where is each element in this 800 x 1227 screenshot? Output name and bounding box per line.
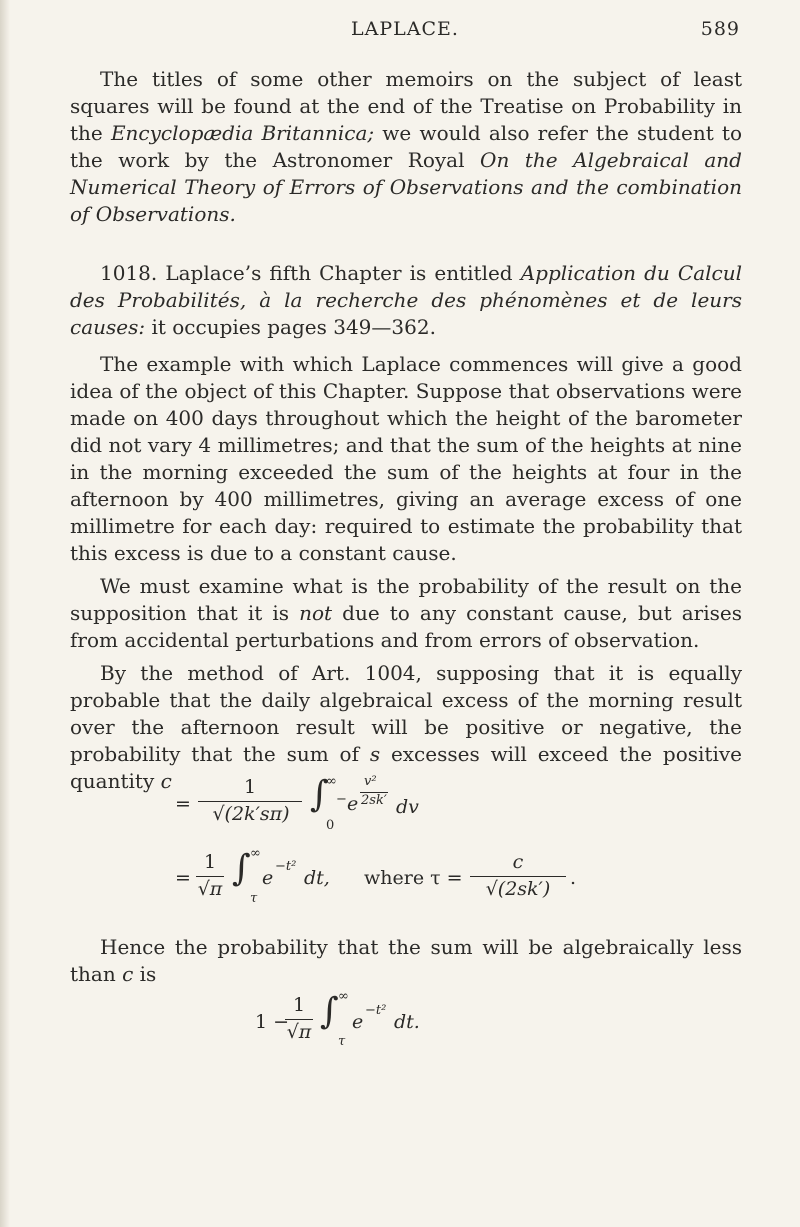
italic-word: not [299, 601, 333, 625]
text: we would also refer the student to the work by the Astronomer Royal [70, 121, 742, 172]
text: We must examine what is the probability of the result on the supposition that it is [70, 574, 742, 625]
integral-sign: ∫ [310, 774, 329, 815]
text: due to any constant cause, but arises from accidental perturbations and from errors of observation. [70, 601, 742, 652]
lower-limit: τ [250, 891, 258, 906]
differential: dt. [394, 1011, 420, 1033]
numerator-c: c [512, 851, 524, 873]
exponential: e [262, 867, 274, 889]
paragraph-1 [70, 66, 742, 228]
text: is [133, 962, 157, 986]
italic-title: Encyclopædia Britannica; [110, 121, 375, 145]
upper-limit: ∞ [250, 846, 261, 861]
denominator: √(2sk′) [485, 878, 551, 900]
eq-sign: = [175, 867, 191, 889]
paragraph-method [70, 660, 742, 795]
denominator: √(2k′sπ) [212, 803, 290, 825]
text: 1018. Laplace’s fifth Chapter is entitled [100, 261, 521, 285]
denominator: √π [286, 1021, 312, 1043]
denominator: √π [197, 878, 223, 900]
exponent-numerator: v² [364, 774, 377, 789]
text: Hence the probability that the sum will be algebraically less than [70, 935, 742, 986]
page-gutter [0, 0, 10, 1227]
italic-title: Application du Calcul des Probabilités, à la recherche des phénomènes et de leurs causes: [70, 261, 742, 339]
italic-var: c [160, 769, 172, 793]
numerator: 1 [292, 994, 306, 1016]
fraction-bar [198, 801, 302, 802]
italic-title: On the Algebraical and Numerical Theory of Errors of Observations and the combination of Observations. [70, 148, 742, 226]
exponential: e [347, 793, 359, 815]
lower-limit: τ [338, 1034, 346, 1049]
page-number: 589 [700, 18, 740, 40]
integral-sign: ∫ [320, 991, 339, 1032]
fraction-bar [470, 876, 566, 877]
period: . [570, 867, 577, 889]
integral-sign: ∫ [232, 848, 251, 889]
minus-sign: − [336, 792, 347, 807]
differential: dv [396, 796, 419, 818]
header-title: LAPLACE. [351, 18, 459, 40]
exponent: −t² [365, 1003, 387, 1018]
page-body [70, 66, 742, 795]
text: The titles of some other memoirs on the subject of least squares will be found at the end of the Treatise on Probability in the [70, 67, 742, 145]
upper-limit: ∞ [338, 989, 349, 1004]
numerator: 1 [203, 851, 217, 873]
one-minus: 1 − [255, 1011, 290, 1033]
paragraph-1018 [70, 260, 742, 341]
numerator: 1 [243, 776, 257, 798]
text: By the method of Art. 1004, supposing that it is equally probable that the daily algebraical excess of the morning result over the afternoon result will be positive or negative, the probability that the sum of [70, 661, 742, 766]
lower-limit: 0 [326, 818, 335, 833]
fraction-bar [196, 876, 224, 877]
text: excesses will exceed the positive quantity [70, 742, 743, 793]
where-clause: where τ = [364, 867, 463, 889]
paragraph-examine [70, 573, 742, 654]
exponential: e [352, 1011, 364, 1033]
eq-sign: = [175, 793, 191, 815]
italic-var: c [122, 962, 134, 986]
fraction-bar [285, 1019, 313, 1020]
differential: dt, [304, 867, 330, 889]
running-header [70, 18, 740, 48]
paragraph-hence [70, 934, 742, 988]
exponent: −t² [275, 859, 297, 874]
exponent-denominator: 2sk′ [361, 793, 387, 808]
paragraph-example: The example with which Laplace commences will give a good idea of the object of this Chapter. Suppose that observations were made on 400 days throughout which the height of the barometer did not vary 4 millimetres; and that the sum of the heights at nine in the morning exceeded the sum of the heights at four in the afternoon by 400 millimetres, giving an average excess of one millimetre for each day: required to estimate the probability that this excess is due to a constant cause. [70, 352, 742, 565]
upper-limit: ∞ [326, 774, 337, 789]
text: it occupies pages 349—362. [145, 315, 436, 339]
italic-var: s [369, 742, 381, 766]
